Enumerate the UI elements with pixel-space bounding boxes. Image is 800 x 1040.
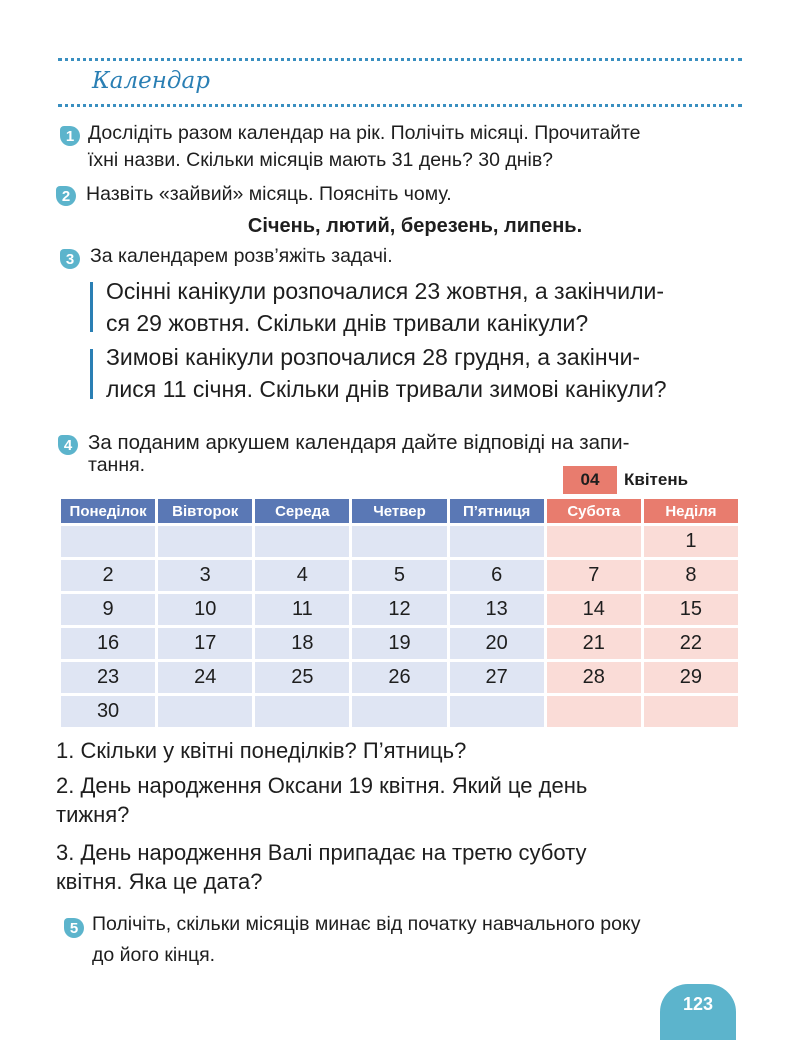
day-cell [158,696,252,727]
weekday-header: Середа [255,499,349,523]
day-cell: 26 [352,662,446,693]
task4-text-line1: За поданим аркушем календаря дайте відповіді на запи- [88,431,630,454]
task3-text: За календарем розв’яжіть задачі. [90,245,393,267]
weekend-day-cell: 14 [547,594,641,625]
question-3-line2: квітня. Яка це дата? [56,869,263,894]
question-2-line1: 2. День народження Оксани 19 квітня. Який це день [56,773,588,798]
day-cell [352,696,446,727]
day-cell [61,526,155,557]
calendar-week-row [61,628,738,659]
task1-text-line2: їхні назви. Скільки місяців мають 31 день? 30 днів? [88,149,554,171]
day-cell: 12 [352,594,446,625]
task-number-badge: 4 [58,435,78,455]
day-cell: 27 [450,662,544,693]
day-cell: 9 [61,594,155,625]
task2-months: Січень, лютий, березень, липень. [247,215,583,237]
task5-text-line2: до його кінця. [92,944,216,966]
day-cell: 18 [255,628,349,659]
weekend-day-cell: 15 [644,594,738,625]
calendar-week-row [61,526,738,557]
weekday-header: П’ятниця [450,499,544,523]
weekend-header: Неділя [644,499,738,523]
day-cell [450,526,544,557]
day-cell: 17 [158,628,252,659]
question-2-line2: тижня? [56,802,130,827]
day-cell [255,526,349,557]
day-cell: 20 [450,628,544,659]
task5-text-line1: Полічіть, скільки місяців минає від початку навчального року [92,913,641,935]
weekday-header: Четвер [352,499,446,523]
day-cell: 5 [352,560,446,591]
calendar-week-row [61,696,738,727]
month-name: Квітень [624,470,689,489]
task2-text: Назвіть «зайвий» місяць. Поясніть чому. [86,183,452,205]
day-cell: 24 [158,662,252,693]
day-cell: 6 [450,560,544,591]
task-number-badge: 5 [64,918,84,938]
question-3-line1: 3. День народження Валі припадає на третю суботу [56,840,587,865]
weekend-day-cell [547,696,641,727]
task4-text-line2: тання. [88,454,146,476]
calendar-week-row [61,594,738,625]
divider-top [58,58,742,61]
day-cell: 19 [352,628,446,659]
day-cell [352,526,446,557]
day-cell: 11 [255,594,349,625]
problem2-line1: Зимові канікули розпочалися 28 грудня, а закінчи- [106,344,641,370]
day-cell: 16 [61,628,155,659]
weekend-day-cell [547,526,641,557]
problem1-line1: Осінні канікули розпочалися 23 жовтня, а закінчили- [106,278,665,304]
weekend-day-cell: 28 [547,662,641,693]
day-cell: 30 [61,696,155,727]
weekend-day-cell: 29 [644,662,738,693]
day-cell: 2 [61,560,155,591]
section-title: Календар [92,68,210,94]
day-cell [450,696,544,727]
day-cell: 23 [61,662,155,693]
day-cell: 10 [158,594,252,625]
task-number-badge: 3 [60,249,80,269]
problem2-bar [90,349,93,399]
weekend-day-cell: 7 [547,560,641,591]
weekend-day-cell: 22 [644,628,738,659]
day-cell: 4 [255,560,349,591]
month-number: 04 [563,466,617,494]
day-cell: 13 [450,594,544,625]
question-1: 1. Скільки у квітні понеділків? П’ятниць? [56,738,467,763]
day-cell: 25 [255,662,349,693]
task-number-badge: 2 [56,186,76,206]
calendar-week-row [61,560,738,591]
calendar-week-row [61,662,738,693]
problem2-line2: лися 11 січня. Скільки днів тривали зимові канікули? [106,376,667,402]
task-number-badge: 1 [60,126,80,146]
divider-bottom [58,104,742,107]
day-cell: 3 [158,560,252,591]
calendar-header-row [61,499,738,523]
weekend-day-cell: 8 [644,560,738,591]
day-cell [255,696,349,727]
day-cell [158,526,252,557]
weekday-header: Вівторок [158,499,252,523]
weekend-day-cell [644,696,738,727]
weekend-day-cell: 1 [644,526,738,557]
task1-text-line1: Дослідіть разом календар на рік. Полічіть місяці. Прочитайте [88,122,641,144]
calendar-table [58,496,741,730]
problem1-line2: ся 29 жовтня. Скільки днів тривали канікули? [106,310,589,336]
page-number: 123 [660,984,736,1040]
problem1-bar [90,282,93,332]
weekend-header: Субота [547,499,641,523]
weekend-day-cell: 21 [547,628,641,659]
weekday-header: Понеділок [61,499,155,523]
